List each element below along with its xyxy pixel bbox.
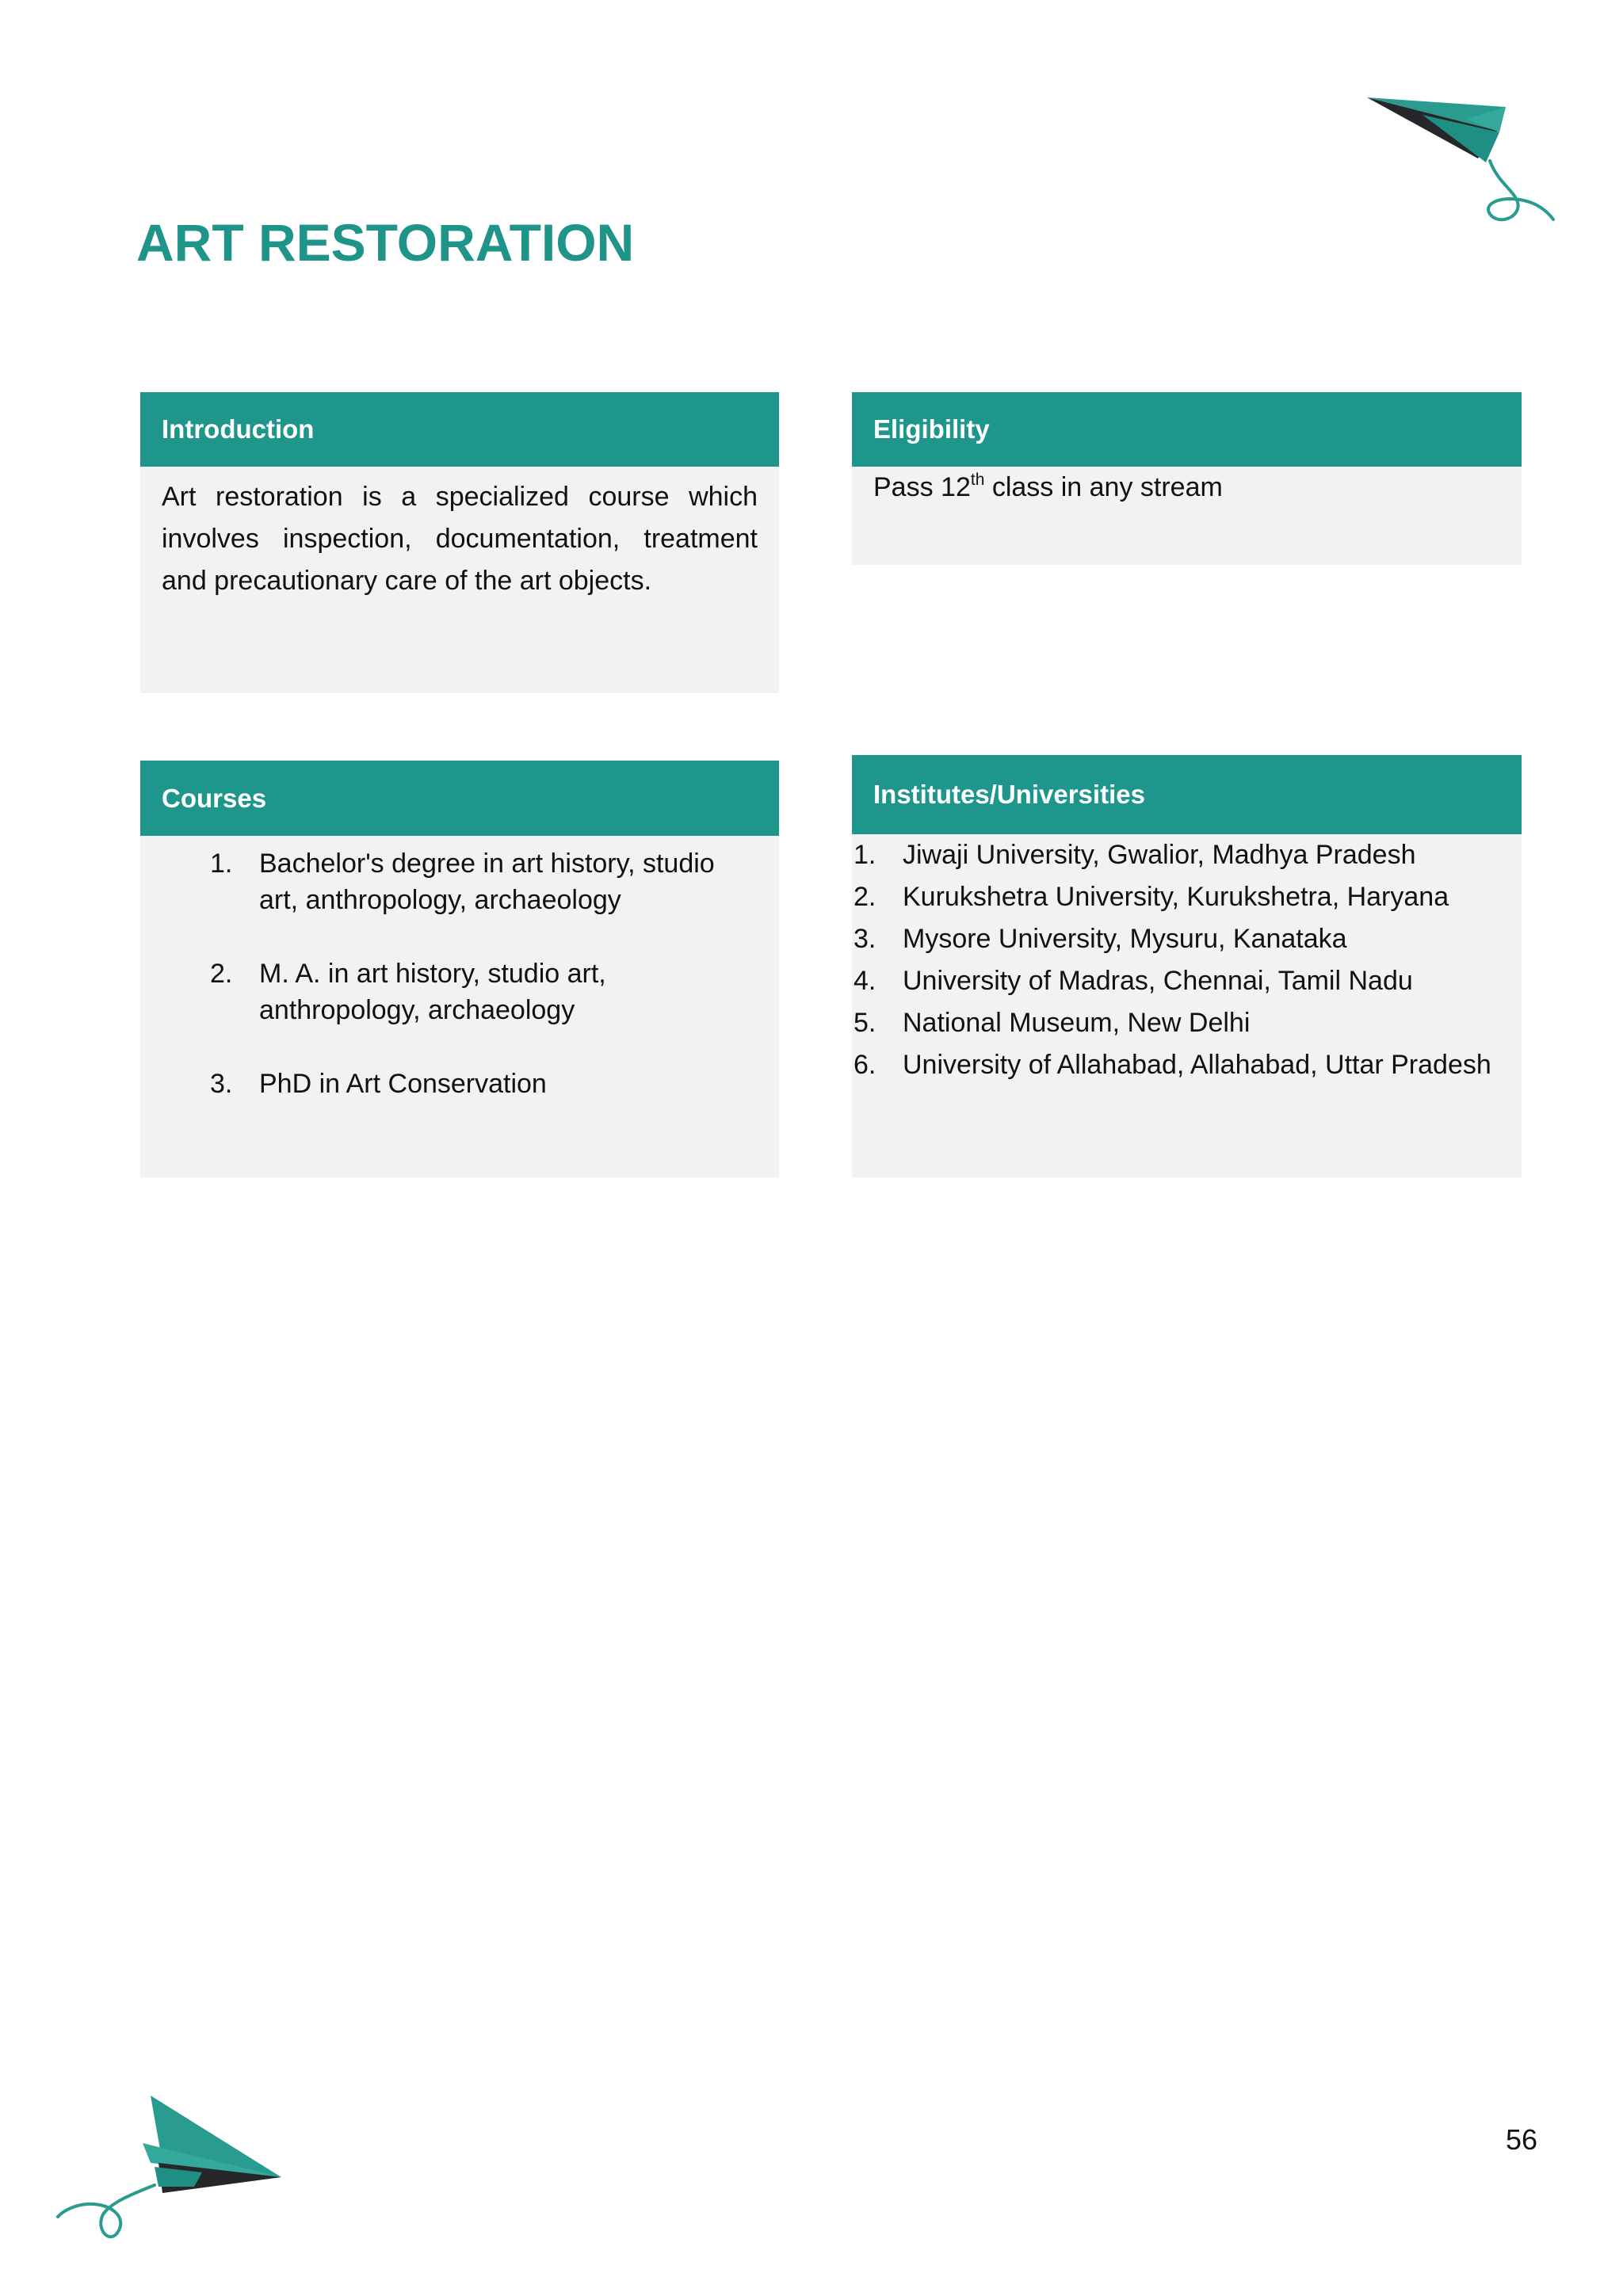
eligibility-text-start: Pass 12 — [873, 472, 971, 502]
course-number: 1. — [210, 849, 233, 879]
institutes-heading: Institutes/Universities — [852, 755, 1522, 834]
page-title: ART RESTORATION — [136, 213, 635, 272]
course-item — [140, 1066, 779, 1102]
courses-heading: Courses — [140, 761, 779, 836]
institute-label: Kurukshetra University, Kurukshetra, Haryana — [903, 882, 1449, 912]
course-number: 3. — [210, 1069, 233, 1099]
institute-item — [852, 960, 1522, 1002]
eligibility-superscript: th — [970, 471, 985, 489]
institute-label: Jiwaji University, Gwalior, Madhya Pradesh — [903, 840, 1416, 870]
course-number: 2. — [210, 959, 233, 989]
institute-item — [852, 876, 1522, 918]
institute-number: 4. — [854, 966, 876, 996]
eligibility-heading: Eligibility — [852, 392, 1522, 467]
institute-item — [852, 834, 1522, 876]
institutes-card — [852, 755, 1522, 1177]
eligibility-card — [852, 392, 1522, 565]
institute-number: 6. — [854, 1050, 876, 1080]
institute-label: University of Madras, Chennai, Tamil Nadu — [903, 966, 1413, 996]
introduction-card — [140, 392, 779, 693]
eligibility-text — [852, 467, 1522, 505]
institute-label: University of Allahabad, Allahabad, Uttar Pradesh — [903, 1050, 1491, 1080]
courses-list — [140, 836, 779, 1102]
institute-number: 1. — [854, 840, 876, 870]
introduction-heading: Introduction — [140, 392, 779, 467]
course-label: Bachelor's degree in art history, studio art, anthropology, archaeology — [259, 849, 715, 915]
institute-number: 5. — [854, 1008, 876, 1038]
course-label: M. A. in art history, studio art, anthropology, archaeology — [259, 959, 606, 1025]
course-item — [140, 845, 779, 918]
courses-card — [140, 761, 779, 1177]
institute-item — [852, 1044, 1522, 1086]
page-number: 56 — [1505, 2123, 1538, 2156]
course-label: PhD in Art Conservation — [259, 1069, 547, 1099]
institutes-list — [852, 834, 1522, 1086]
course-item — [140, 955, 779, 1028]
paper-plane-icon — [44, 2068, 297, 2266]
institute-number: 3. — [854, 924, 876, 954]
introduction-text: Art restoration is a specialized course which involves inspection, documentation, treatment and precautionary care of the art objects. — [162, 482, 758, 596]
institute-item — [852, 918, 1522, 960]
eligibility-text-end: class in any stream — [984, 472, 1223, 502]
institute-number: 2. — [854, 882, 876, 912]
institute-label: National Museum, New Delhi — [903, 1008, 1251, 1038]
institute-item — [852, 1002, 1522, 1044]
institute-label: Mysore University, Mysuru, Kanataka — [903, 924, 1347, 954]
paper-plane-icon — [1347, 83, 1561, 234]
